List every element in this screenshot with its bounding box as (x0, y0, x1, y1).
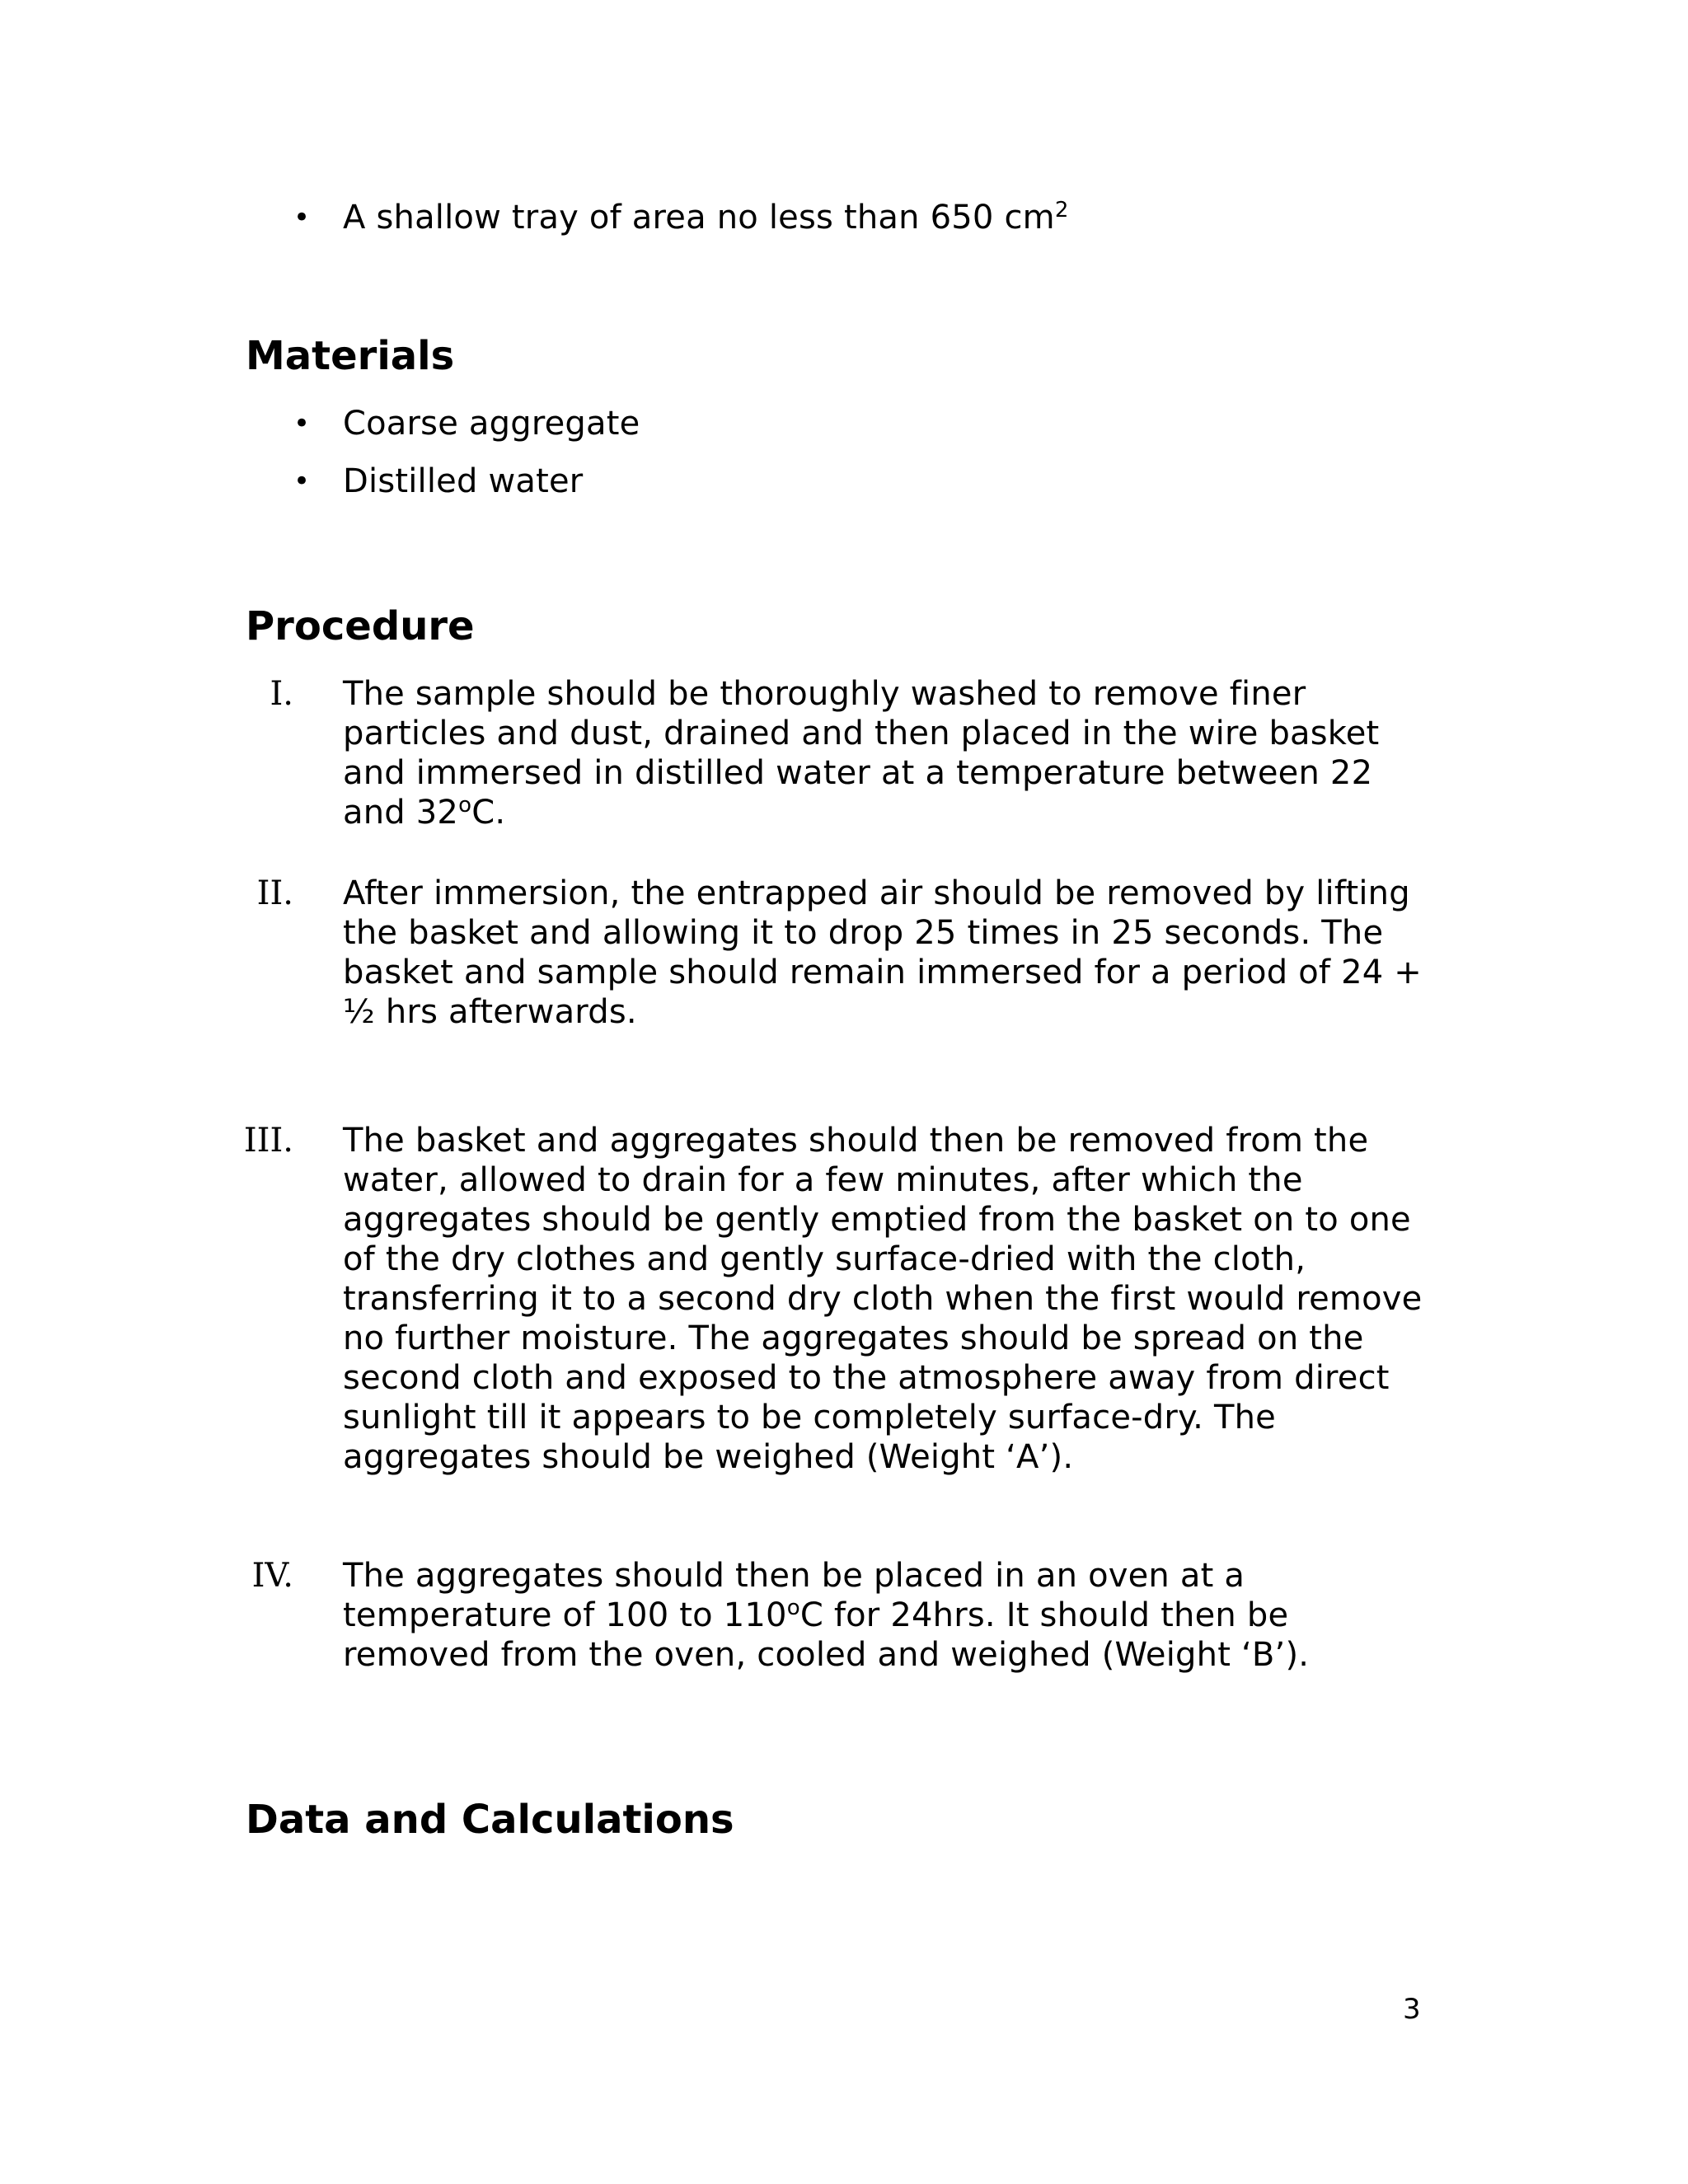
step-line-tail: C. (471, 794, 506, 832)
step-line: and immersed in distilled water at a temperature between 22 (343, 754, 1373, 792)
step-line: sunlight till it appears to be completely surface-dry. The (343, 1399, 1276, 1436)
step-line: of the dry clothes and gently surface-dried with the cloth, (343, 1240, 1306, 1278)
step-line: aggregates should be weighed (Weight ‘A’). (343, 1438, 1074, 1476)
step-line: water, allowed to drain for a few minutes, after which the (343, 1161, 1303, 1199)
step-line: The aggregates should then be placed in an oven at a (343, 1557, 1245, 1595)
step-line: removed from the oven, cooled and weighed (Weight ‘B’). (343, 1636, 1310, 1674)
tray-item-text: A shallow tray of area no less than 650 cm (343, 199, 1055, 237)
step-line-tail: C for 24hrs. It should then be (799, 1596, 1289, 1634)
step-line: second cloth and exposed to the atmosphere away from direct (343, 1359, 1390, 1397)
step-line (343, 793, 505, 832)
step-line (343, 1596, 1288, 1635)
step-numeral: IV. (251, 1557, 293, 1595)
bullet-icon: • (293, 407, 311, 440)
step-numeral: I. (270, 675, 293, 713)
materials-heading: Materials (246, 333, 455, 379)
step-line: the basket and allowing it to drop 25 times in 25 seconds. The (343, 914, 1384, 952)
step-line: no further moisture. The aggregates should be spread on the (343, 1319, 1364, 1357)
data-calculations-heading: Data and Calculations (246, 1797, 734, 1843)
tray-item-superscript: 2 (1054, 198, 1069, 223)
degree-superscript: o (786, 1596, 800, 1620)
step-line: ½ hrs afterwards. (343, 993, 637, 1031)
step-line: basket and sample should remain immersed for a period of 24 + (343, 954, 1422, 991)
bullet-icon: • (293, 465, 311, 498)
bullet-icon: • (293, 201, 311, 234)
degree-superscript: o (458, 793, 472, 818)
page-number: 3 (1403, 1993, 1421, 2026)
step-line: The sample should be thoroughly washed to remove finer (343, 675, 1306, 713)
material-item: Coarse aggregate (343, 405, 640, 443)
step-line: The basket and aggregates should then be removed from the (343, 1122, 1369, 1160)
step-line: particles and dust, drained and then placed in the wire basket (343, 715, 1380, 752)
procedure-heading: Procedure (246, 603, 475, 649)
step-numeral: II. (256, 874, 293, 912)
step-line: After immersion, the entrapped air should be removed by lifting (343, 874, 1410, 912)
tray-item (343, 198, 1069, 237)
step-line: aggregates should be gently emptied from the basket on to one (343, 1201, 1411, 1239)
material-item: Distilled water (343, 462, 584, 500)
step-numeral: III. (243, 1122, 293, 1160)
step-line-text: and 32 (343, 794, 459, 832)
step-line: transferring it to a second dry cloth when the first would remove (343, 1280, 1423, 1318)
step-line-text: temperature of 100 to 110 (343, 1596, 787, 1634)
